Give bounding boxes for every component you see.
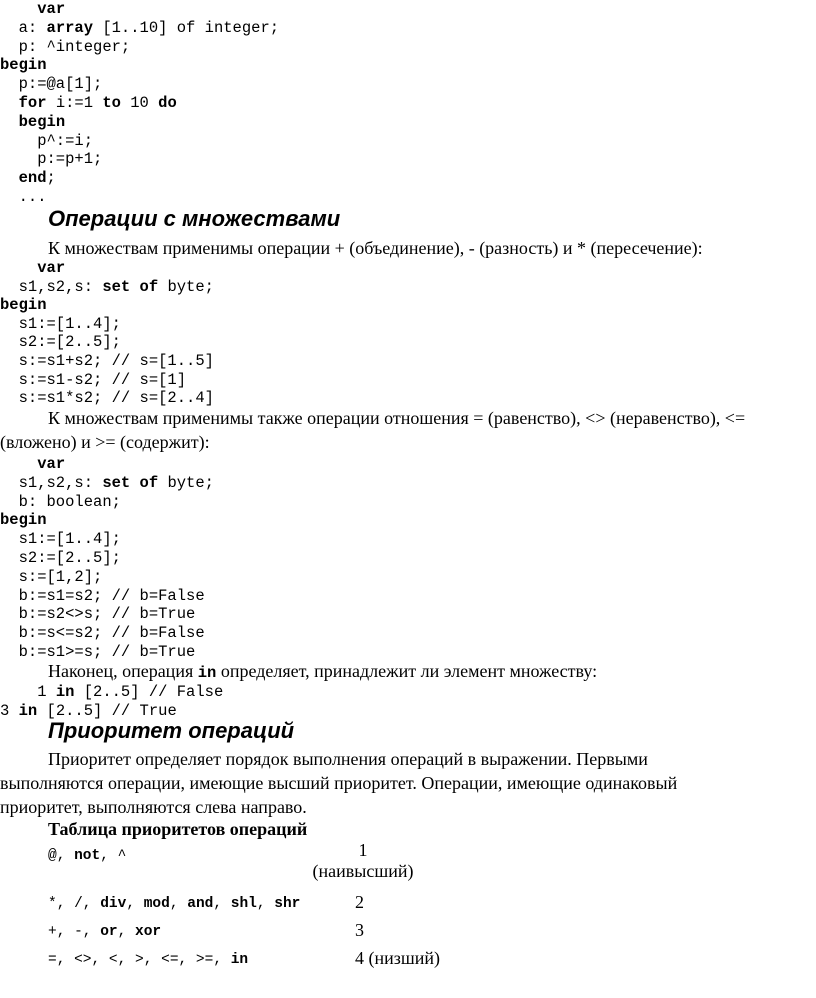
code-line <box>0 75 102 93</box>
operator-keyword: and <box>187 896 214 912</box>
code-text <box>0 455 37 473</box>
code-line <box>0 333 121 351</box>
code-line <box>0 188 47 206</box>
code-text <box>0 169 19 187</box>
code-text: s1:=[1..4]; <box>0 530 121 549</box>
paragraph-priority-line2: выполняются операции, имеющие высший приоритет. Операции, имеющие одинаковый <box>0 773 678 793</box>
code-line <box>0 549 121 567</box>
code-text: s1:=[1..4]; <box>0 314 121 333</box>
paragraph-relations-line2: (вложено) и >= (содержит): <box>0 432 210 452</box>
code-text: s:=[1,2]; <box>0 567 103 586</box>
code-text: s:=s1*s2; // s=[2..4] <box>0 389 214 408</box>
operator-keyword: div <box>100 896 127 912</box>
table-cell-priority <box>298 840 428 882</box>
code-text: ; <box>46 169 56 188</box>
code-text: s:=s1-s2; // s=[1] <box>0 370 187 389</box>
code-text <box>0 94 19 112</box>
priority-rank: 1 <box>358 840 368 860</box>
code-keyword: array <box>46 18 94 37</box>
code-text: byte; <box>158 473 214 492</box>
code-line <box>0 19 279 37</box>
code-text: b:=s2<>s; // b=True <box>0 605 196 624</box>
code-line <box>0 352 214 370</box>
code-text: [1..10] of integer; <box>93 18 280 37</box>
operator-symbols: =, <>, <, >, <=, >=, <box>48 952 231 968</box>
code-text: ... <box>0 188 47 206</box>
code-line <box>0 624 205 642</box>
paragraph-in-pre: Наконец, операция <box>48 661 198 681</box>
code-keyword: in <box>55 683 75 701</box>
code-keyword: set of <box>102 277 159 296</box>
code-text: s1,s2,s: <box>0 277 103 296</box>
code-text: s1,s2,s: <box>0 473 103 492</box>
code-keyword: in <box>18 701 38 720</box>
code-text: [2..5] // True <box>37 701 177 720</box>
code-text: 1 <box>0 683 56 701</box>
code-text: p:=@a[1]; <box>0 75 103 94</box>
operator-symbols: , <box>126 896 144 912</box>
paragraph-set-operations: К множествам применимы операции + (объединение), - (разность) и * (пересечение): <box>48 238 703 258</box>
code-text: p^:=i; <box>0 131 94 150</box>
code-line <box>0 568 102 586</box>
code-text: b: boolean; <box>0 492 121 511</box>
code-text: b:=s1=s2; // b=False <box>0 586 205 605</box>
code-line <box>0 278 214 296</box>
code-line <box>0 94 177 112</box>
priority-note: (наивысший) <box>312 861 414 881</box>
code-keyword: var <box>37 455 66 473</box>
paragraph-priority-line3: приоритет, выполняются слева направо. <box>0 797 307 817</box>
code-text: byte; <box>158 277 214 296</box>
code-line <box>0 371 186 389</box>
operator-symbols: , <box>169 896 188 912</box>
code-line <box>0 683 223 701</box>
operator-symbols: +, -, <box>48 924 101 940</box>
operator-keyword: shl <box>230 896 257 912</box>
table-cell-priority: 2 <box>355 892 364 912</box>
code-keyword: begin <box>18 112 66 131</box>
operator-symbols: , <box>213 896 231 912</box>
table-cell-priority: 3 <box>355 920 364 940</box>
code-line <box>0 169 56 187</box>
code-line <box>0 511 47 529</box>
code-line <box>0 0 65 18</box>
code-keyword: begin <box>0 56 47 75</box>
paragraph-relations-line1: К множествам применимы также операции отношения = (равенство), <> (неравенство), <= <box>48 408 746 428</box>
operator-keyword: xor <box>135 924 162 940</box>
paragraph-priority-line1: Приоритет определяет порядок выполнения операций в выражении. Первыми <box>48 749 648 769</box>
heading-set-operations: Операции с множествами <box>48 206 341 231</box>
code-line <box>0 315 121 333</box>
code-line <box>0 493 121 511</box>
code-text: a: <box>0 18 47 37</box>
code-text <box>0 0 37 18</box>
code-line <box>0 113 65 131</box>
code-keyword: begin <box>0 296 47 315</box>
code-text: s:=s1+s2; // s=[1..5] <box>0 352 214 370</box>
code-line <box>0 56 47 74</box>
code-line <box>0 455 65 473</box>
code-line <box>0 150 102 168</box>
code-line <box>0 643 195 661</box>
code-text <box>0 259 37 277</box>
code-line <box>0 530 121 548</box>
paragraph-in-operator <box>48 660 597 684</box>
code-keyword: for <box>18 94 47 112</box>
table-cell-operators <box>48 952 248 968</box>
operator-keyword: or <box>100 924 118 940</box>
code-text: p: ^integer; <box>0 37 131 56</box>
code-text: 3 <box>0 701 19 720</box>
table-title: Таблица приоритетов операций <box>48 819 308 839</box>
code-line <box>0 38 130 56</box>
paragraph-in-post: определяет, принадлежит ли элемент множеству: <box>216 661 598 681</box>
operator-symbols: *, /, <box>48 896 101 912</box>
heading-operator-priority: Приоритет операций <box>48 718 295 743</box>
operator-keyword: not <box>74 848 101 864</box>
code-line <box>0 132 93 150</box>
paragraph-in-keyword: in <box>197 664 217 682</box>
operator-keyword: shr <box>274 896 301 912</box>
code-text: i:=1 <box>46 94 103 112</box>
code-keyword: to <box>102 94 121 112</box>
code-keyword: begin <box>0 511 47 530</box>
code-text: 10 <box>120 94 159 112</box>
code-text: [2..5] // False <box>74 683 224 701</box>
operator-symbols: , ^ <box>100 848 127 864</box>
table-cell-operators <box>48 896 300 912</box>
code-line <box>0 605 195 623</box>
table-cell-operators <box>48 924 161 940</box>
code-text: s2:=[2..5]; <box>0 333 121 352</box>
table-cell-operators <box>48 848 126 864</box>
code-line <box>0 296 47 314</box>
operator-keyword: mod <box>143 896 170 912</box>
code-line <box>0 474 214 492</box>
operator-keyword: in <box>230 952 249 968</box>
operator-symbols: , <box>117 924 136 940</box>
code-text: b:=s1>=s; // b=True <box>0 643 196 661</box>
code-text: b:=s<=s2; // b=False <box>0 624 205 643</box>
code-text: s2:=[2..5]; <box>0 549 121 567</box>
code-text <box>0 113 19 131</box>
code-text: p:=p+1; <box>0 150 103 169</box>
operator-symbols: , <box>256 896 275 912</box>
code-keyword: end <box>18 169 47 188</box>
code-line <box>0 587 205 605</box>
code-keyword: var <box>37 259 66 277</box>
table-cell-priority: 4 (низший) <box>355 948 440 968</box>
code-keyword: do <box>158 94 177 112</box>
operator-symbols: @, <box>48 848 75 864</box>
code-line <box>0 259 65 277</box>
code-keyword: var <box>37 0 66 18</box>
code-line <box>0 389 214 407</box>
code-keyword: set of <box>102 473 159 492</box>
